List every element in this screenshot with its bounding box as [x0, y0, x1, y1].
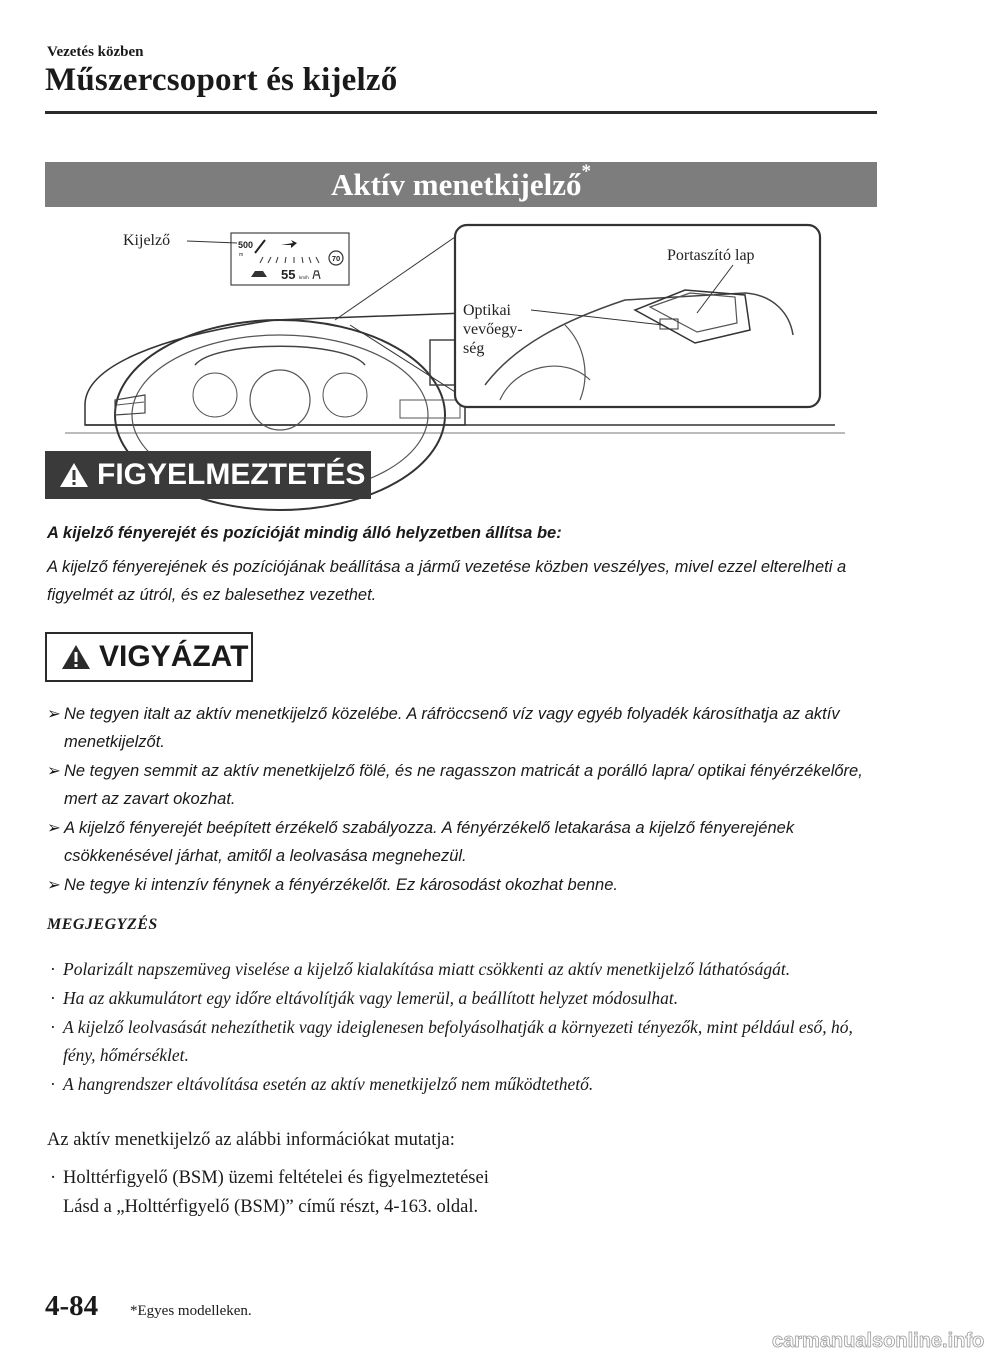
hud-speed: 55 — [281, 267, 296, 282]
bullet-dot-icon: · — [50, 959, 56, 979]
arrow-bullet-icon: ➢ — [47, 705, 61, 723]
hud-speed-limit: 70 — [331, 254, 341, 263]
bullet-dot-icon: · — [50, 1168, 57, 1188]
page-number: 4-84 — [45, 1290, 99, 1322]
model-footnote-marker: * — [581, 161, 592, 182]
label-display: Kijelző — [123, 232, 171, 249]
note-item-text: Polarizált napszemüveg viselése a kijelző kialakítása miatt csökkenti az aktív menetkijelző láthatóságát. — [63, 959, 791, 979]
intro-text: Az aktív menetkijelző az alábbi információkat mutatja: — [47, 1130, 455, 1150]
caution-list — [47, 700, 867, 900]
section-banner — [45, 162, 877, 207]
info-item — [47, 1164, 887, 1222]
watermark: carmanualsonline.info — [772, 1330, 984, 1352]
warning-triangle-icon — [59, 462, 89, 488]
label-dust-cover: Portaszító lap — [667, 247, 755, 264]
page-title: Műszercsoport és kijelző — [45, 62, 398, 98]
note-item — [47, 984, 887, 1012]
section-name: Vezetés közben — [47, 44, 144, 60]
info-list — [47, 1164, 887, 1222]
info-item-reference[interactable]: Lásd a „Holttérfigyelő (BSM)” című részt, 4-163. oldal. — [63, 1197, 479, 1217]
notes-heading: MEGJEGYZÉS — [47, 916, 158, 933]
caution-item — [47, 814, 867, 870]
label-optical-line1: Optikai — [463, 302, 511, 319]
caution-item-text: Ne tegyen italt az aktív menetkijelző közelébe. A ráfröccsenő víz vagy egyéb folyadék károsíthatja az aktív menetkijelzőt. — [64, 705, 840, 751]
warning-banner — [45, 451, 371, 499]
hud-distance-unit: m — [239, 252, 244, 258]
note-item — [47, 1013, 887, 1069]
caution-item-text: Ne tegye ki intenzív fénynek a fényérzékelőt. Ez károsodást okozhat benne. — [64, 876, 618, 894]
arrow-bullet-icon: ➢ — [47, 762, 61, 780]
caution-item — [47, 757, 867, 813]
label-optical-line3: ség — [463, 340, 485, 357]
note-item-text: Ha az akkumulátort egy időre eltávolítják vagy lemerül, a beállított helyzet módosulhat. — [63, 988, 679, 1008]
note-item-text: A kijelző leolvasását nehezíthetik vagy ideiglenesen befolyásolhatják a környezeti tényezők, mint például eső, hó, fény, hőmérséklet. — [63, 1017, 853, 1065]
warning-heading: A kijelző fényerejét és pozícióját mindig álló helyzetben állítsa be: — [47, 524, 562, 542]
bullet-dot-icon: · — [50, 1074, 56, 1094]
caution-item-text: A kijelző fényerejét beépített érzékelő szabályozza. A fényérzékelő letakarása a kijelző fényerejének csökkenésével járhat, amitől a leolvasása megnehezül. — [64, 819, 795, 865]
caution-banner — [45, 632, 253, 682]
notes-list — [47, 955, 887, 1099]
caution-item — [47, 871, 867, 899]
caution-item — [47, 700, 867, 756]
hud-speed-unit: km/h — [299, 275, 309, 280]
note-item — [47, 955, 887, 983]
section-banner-title: Aktív menetkijelző — [330, 167, 582, 202]
warning-label: FIGYELMEZTETÉS — [97, 458, 366, 491]
caution-triangle-icon — [61, 644, 91, 670]
arrow-bullet-icon: ➢ — [47, 876, 61, 894]
arrow-bullet-icon: ➢ — [47, 819, 61, 837]
bullet-dot-icon: · — [50, 988, 56, 1008]
dashboard-illustration — [45, 215, 877, 445]
label-optical-line2: vevőegy- — [463, 321, 523, 338]
hud-distance: 500 — [238, 240, 254, 250]
note-item-text: A hangrendszer eltávolítása esetén az aktív menetkijelző nem működtethető. — [63, 1074, 594, 1094]
title-divider — [45, 111, 877, 114]
note-item — [47, 1070, 887, 1098]
warning-body: A kijelző fényerejének és pozíciójának beállítása a jármű vezetése közben veszélyes, mivel ezzel elterelheti a figyelmét az útról, és ez balesethez vezethet. — [47, 558, 847, 604]
bullet-dot-icon: · — [50, 1017, 56, 1037]
caution-item-text: Ne tegyen semmit az aktív menetkijelző fölé, és ne ragasszon matricát a porálló lapra/ optikai fényérzékelőre, mert az zavart okozhat. — [64, 762, 863, 808]
info-item-title: Holttérfigyelő (BSM) üzemi feltételei és figyelmeztetései — [63, 1168, 489, 1188]
footnote: *Egyes modelleken. — [130, 1303, 252, 1319]
caution-label: VIGYÁZAT — [99, 640, 249, 673]
